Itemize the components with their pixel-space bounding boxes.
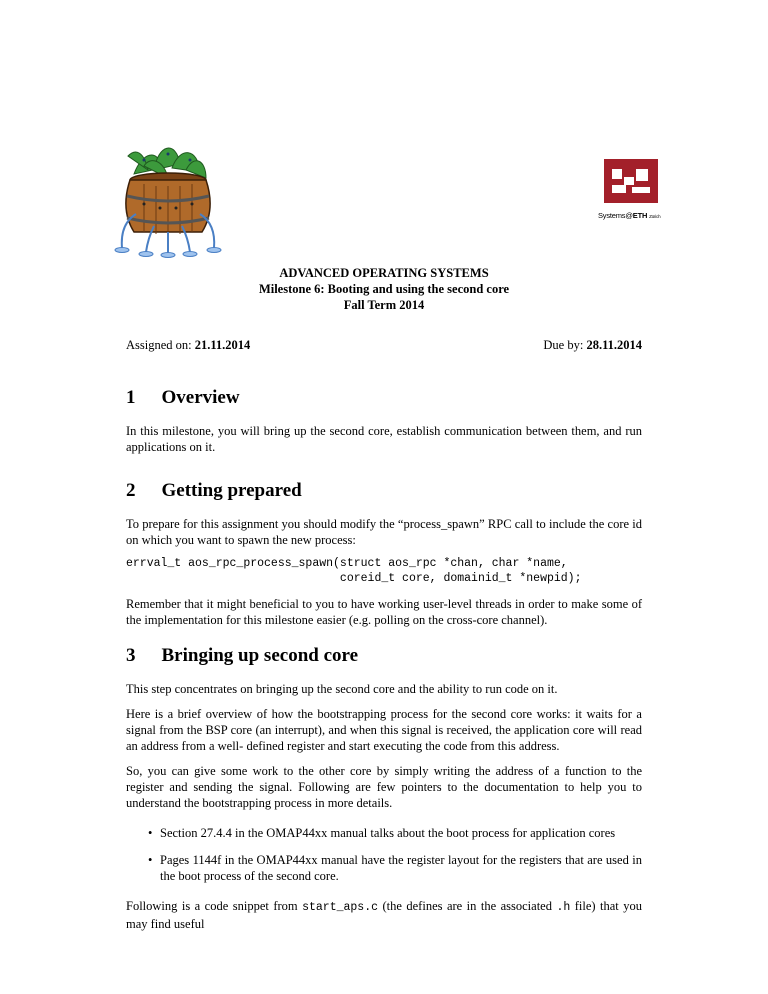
- bootstrap-overview-paragraph: Here is a brief overview of how the bootstrapping process for the second core works: it waits for a signal from the BSP core (an interrupt), and when this signal is received, the application core will read an address from a well- defined register and start executing the code from this address.: [126, 707, 642, 753]
- document-title-block: [0, 265, 768, 313]
- bullet-icon: •: [148, 853, 153, 867]
- course-title: ADVANCED OPERATING SYSTEMS: [279, 266, 489, 280]
- documentation-pointers-list: [126, 825, 642, 884]
- assigned-date: [126, 338, 250, 353]
- list-item: [126, 852, 642, 884]
- eth-logo-text-systems: Systems@: [598, 211, 633, 220]
- work-assignment-paragraph: So, you can give some work to the other core by simply writing the address of a function to the register and sending the signal. Following are few pointers to the documentation to help you to understand the bootstrapping process in more details.: [126, 764, 642, 810]
- section-title: Bringing up second core: [161, 645, 359, 666]
- intro-paragraph: This step concentrates on bringing up the second core and the ability to run code on it.: [126, 682, 558, 696]
- systems-eth-logo: [598, 157, 662, 219]
- section-heading: [126, 386, 642, 410]
- para-text-pre: Following is a code snippet from: [126, 899, 303, 913]
- list-item-text: Section 27.4.4 in the OMAP44xx manual talks about the boot process for application cores: [160, 826, 616, 840]
- due-date-value: 28.11.2014: [586, 338, 642, 352]
- eth-logo-text-city: Zürich: [649, 214, 661, 219]
- term-label: Fall Term 2014: [343, 298, 425, 312]
- due-date: [543, 338, 642, 353]
- para-text-post: file) that you may find useful: [126, 899, 642, 931]
- para-text-mid: (the defines are in the associated: [378, 899, 557, 913]
- barrelfish-logo: [114, 134, 222, 258]
- section-getting-prepared: [126, 479, 642, 628]
- filename-header-ext: .h: [556, 901, 571, 914]
- threads-paragraph: Remember that it might beneficial to you to have working user-level threads in order to make some of the implementation for this milestone easier (e.g. polling on the cross-core channel).: [126, 597, 642, 627]
- filename-start-aps: start_aps.c: [302, 901, 379, 914]
- eth-logo-text-eth: ETH: [632, 211, 648, 220]
- code-snippet-rpc-spawn: errval_t aos_rpc_process_spawn(struct aos_rpc *chan, char *name, coreid_t core, domainid_t *newpid);: [126, 557, 582, 585]
- section-number: 2: [126, 480, 136, 501]
- due-label: Due by:: [543, 338, 587, 352]
- code-snippet-intro-paragraph: [126, 898, 642, 932]
- section-number: 3: [126, 645, 136, 666]
- assigned-date-value: 21.11.2014: [194, 338, 251, 352]
- eth-logo-mark-icon: [598, 157, 662, 205]
- section-bringing-up-second-core: [126, 644, 642, 932]
- overview-paragraph: In this milestone, you will bring up the second core, establish communication between them, and run applications on it.: [126, 424, 642, 454]
- section-heading: [126, 479, 642, 503]
- bullet-icon: •: [148, 826, 153, 840]
- section-overview: [126, 386, 642, 455]
- section-number: 1: [126, 387, 136, 408]
- list-item: [126, 825, 642, 841]
- milestone-title: Milestone 6: Booting and using the second core: [258, 282, 510, 296]
- assigned-label: Assigned on:: [126, 338, 195, 352]
- prepare-paragraph: To prepare for this assignment you should modify the “process_spawn” RPC call to include the core id on which you want to spawn the new process:: [126, 517, 642, 547]
- section-title: Getting prepared: [161, 480, 302, 501]
- list-item-text: Pages 1144f in the OMAP44xx manual have the register layout for the registers that are used in the boot process of the second core.: [160, 853, 642, 883]
- section-title: Overview: [161, 387, 240, 408]
- section-heading: [126, 644, 642, 668]
